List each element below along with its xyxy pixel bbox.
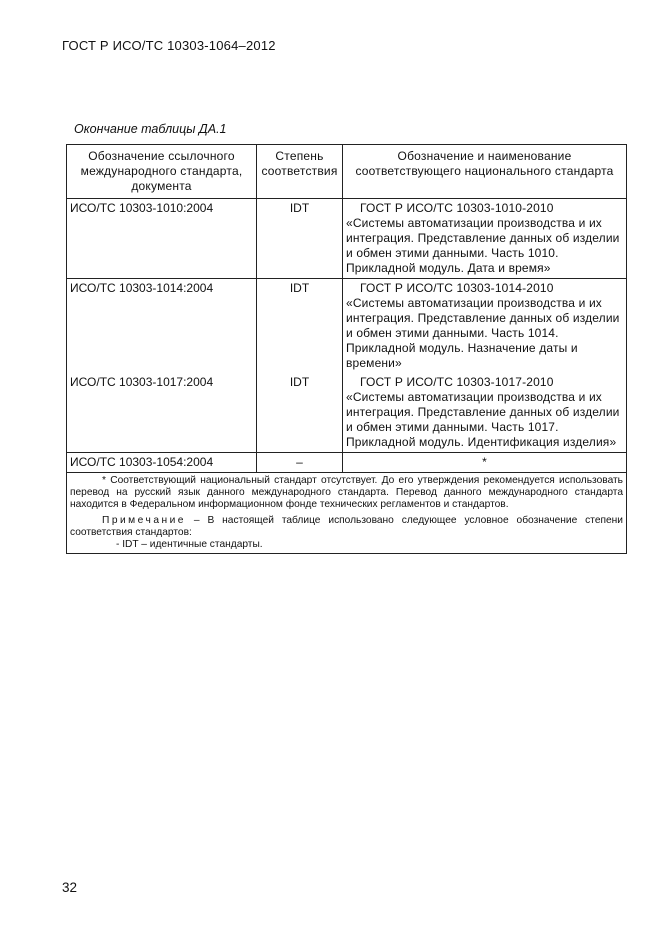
note-text: – В настоящей таблице использовано следующее условное обозначение степени соответствия стандартов:: [70, 515, 623, 538]
ref-cell: ИСО/ТС 10303-1017:2004: [67, 373, 257, 453]
document-header: ГОСТ Р ИСО/ТС 10303-1064–2012: [62, 38, 276, 53]
national-standard-cell: [343, 279, 627, 374]
ref-cell: ИСО/ТС 10303-1014:2004: [67, 279, 257, 374]
national-standard-cell: [343, 373, 627, 453]
table-row: [67, 453, 627, 473]
table-caption: Окончание таблицы ДА.1: [74, 122, 227, 136]
gost-number: ГОСТ Р ИСО/ТС 10303-1017-2010: [360, 375, 554, 389]
degree-cell: IDT: [257, 279, 343, 374]
table-header-row: [67, 145, 627, 199]
footnote-text: * Соответствующий национальный стандарт отсутствует. До его утверждения рекомендуется использовать перевод на русский язык данного международного стандарта. Перевод данного международного стандарта находится в Федеральном информационном фонде технических регламентов и стандартов.: [70, 475, 623, 510]
degree-cell: IDT: [257, 373, 343, 453]
national-standard-cell: *: [343, 453, 627, 473]
degree-cell: IDT: [257, 199, 343, 279]
reference-table: [66, 144, 627, 554]
page-number: 32: [62, 880, 78, 895]
notes-cell: [67, 473, 627, 554]
note-list-item: - IDT – идентичные стандарты.: [116, 539, 263, 550]
table-row: [67, 279, 627, 374]
gost-title: «Системы автоматизации производства и их интеграция. Представление данных об изделии и обмен этими данными. Часть 1014. Прикладной модуль. Назначение даты и времени»: [346, 296, 620, 370]
ref-cell: ИСО/ТС 10303-1054:2004: [67, 453, 257, 473]
national-standard-cell: [343, 199, 627, 279]
note-label: Примечание: [102, 515, 186, 526]
gost-number: ГОСТ Р ИСО/ТС 10303-1014-2010: [360, 281, 554, 295]
gost-title: «Системы автоматизации производства и их интеграция. Представление данных об изделии и обмен этими данными. Часть 1017. Прикладной модуль. Идентификация изделия»: [346, 390, 620, 449]
gost-title: «Системы автоматизации производства и их интеграция. Представление данных об изделии и обмен этими данными. Часть 1010. Прикладной модуль. Дата и время»: [346, 216, 620, 275]
header-national-standard: Обозначение и наименование соответствующего национального стандарта: [343, 145, 627, 199]
gost-number: ГОСТ Р ИСО/ТС 10303-1010-2010: [360, 201, 554, 215]
table-row: [67, 199, 627, 279]
notes-row: [67, 473, 627, 554]
note-paragraph: [70, 515, 623, 539]
header-degree: Степень соответствия: [257, 145, 343, 199]
degree-cell: –: [257, 453, 343, 473]
table-row: [67, 373, 627, 453]
header-ref-standard: Обозначение ссылочного международного стандарта, документа: [67, 145, 257, 199]
ref-cell: ИСО/ТС 10303-1010:2004: [67, 199, 257, 279]
